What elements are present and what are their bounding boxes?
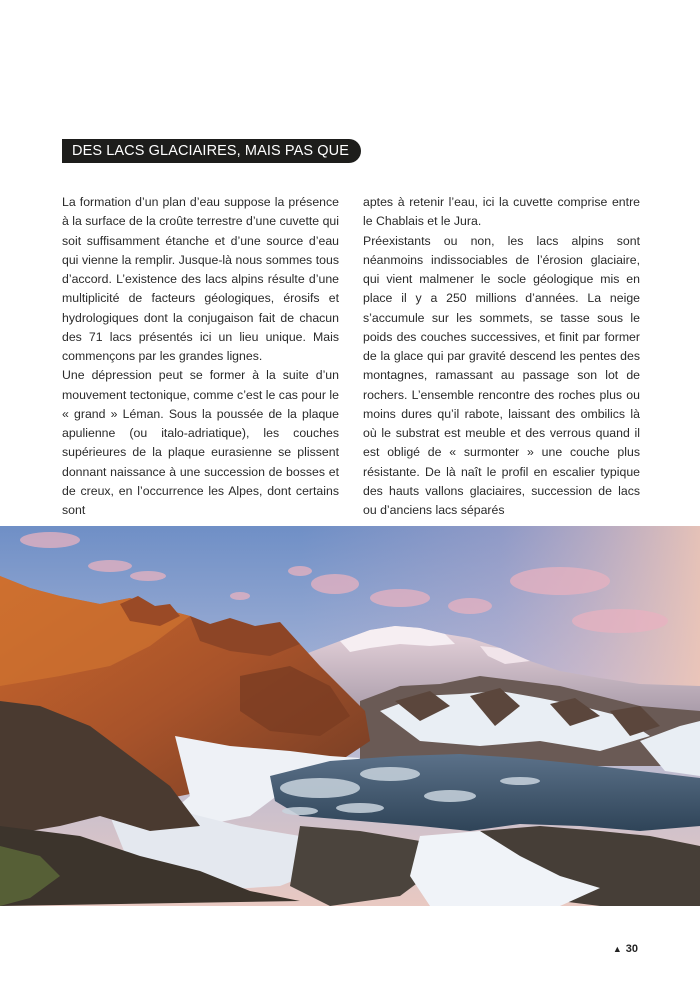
page-number: 30 — [625, 943, 638, 955]
mountain-lake-photo — [0, 526, 700, 906]
paragraph: Préexistants ou non, les lacs alpins sont néanmoins indissociables de l’érosion glaciaire, qui vient malmener le socle géologique mis en place il y a 250 millions d’années. La neige s’accumule sur les sommets, se tasse sous le poids des couches successives, et finit par former de la glace qui par gravité descend les pentes des montagnes, ramassant au passage son lot de rochers. L’ensemble rencontre des roches plus ou moins dures qu’il rabote, laissant des ombilics là où le substrat est meuble et des verrous quand il est obligé de « surmonter » une couche plus résistante. De là naît le profil en escalier typique des hauts vallons glaciaires, succession de lacs ou d’anciens lacs séparés — [363, 233, 640, 517]
paragraph: La formation d’un plan d’eau suppose la présence à la surface de la croûte terrestre d’une cuvette qui soit suffisamment étanche et d’une source d’eau qui vienne la remplir. Jusque-là nous sommes tous d’accord. L’existence des lacs alpins résulte d’une multiplicité de facteurs géologiques, érosifs et hydrologiques dont la conjugaison fait de chacun des 71 lacs présentés ici un lieu unique. Mais commençons par les grandes lignes. — [62, 195, 339, 363]
triangle-icon: ▲ — [612, 944, 622, 954]
page-footer — [613, 943, 638, 955]
section-heading: DES LACS GLACIAIRES, MAIS PAS QUE — [62, 139, 361, 163]
paragraph: Une dépression peut se former à la suite d’un mouvement tectonique, comme c’est le cas pour le « grand » Léman. Sous la poussée de la plaque apulienne (ou italo-adriatique), les couches supérieures de la plaque eurasienne se plissent donnant naissance à une succession de bosses et de creux, en l’occurrence les Alpes, dont certains sont — [62, 368, 339, 517]
text-column-left — [62, 193, 339, 520]
text-column-right — [363, 193, 640, 520]
paragraph: aptes à retenir l’eau, ici la cuvette comprise entre le Chablais et le Jura. — [363, 195, 640, 229]
